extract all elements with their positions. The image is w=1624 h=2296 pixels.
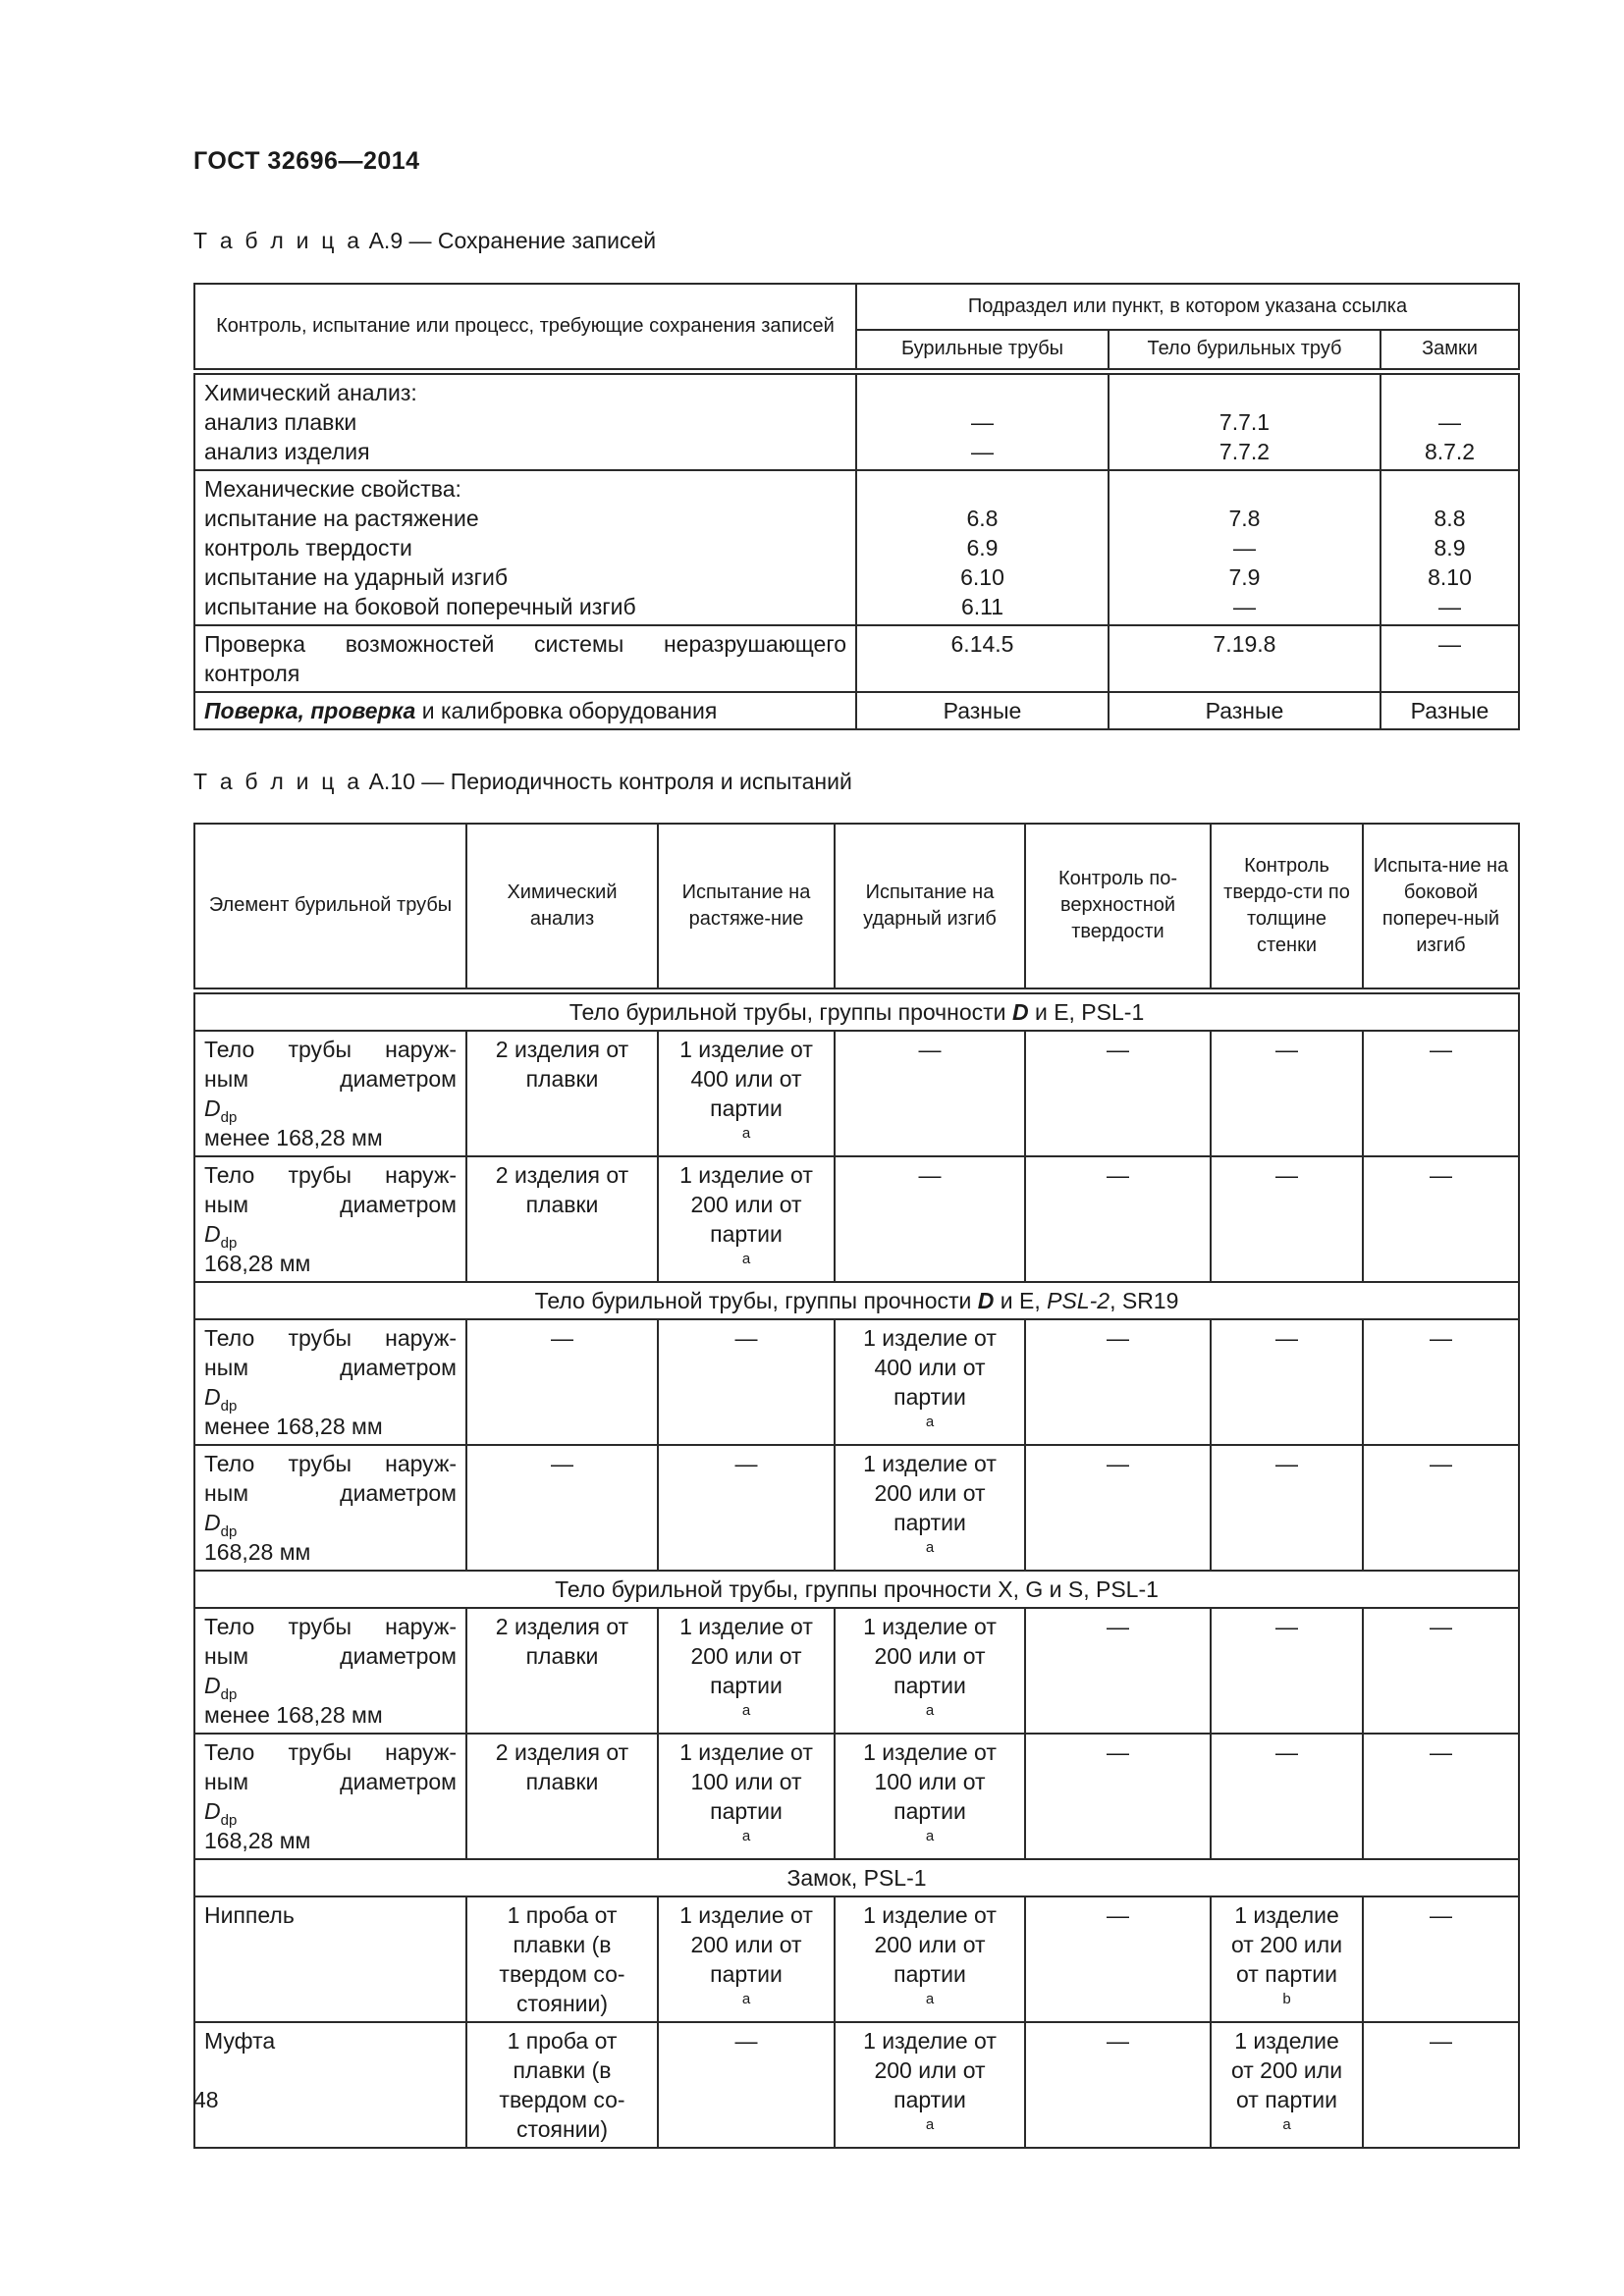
col-header-surface-hardness: Контроль по-верхностной твердости	[1025, 824, 1211, 990]
table-row	[194, 470, 1519, 625]
group-title: Тело бурильной трубы, группы прочности D и Е, PSL-2, SR19	[194, 1282, 1519, 1319]
table-row: Тело трубы наруж- ным диаметром $D_{dp}$ 168,28 мм 2 изделия от плавки 1 изделие от 100 или от партии $^a$ 1 изделие от 100 или от партии $^a$ — — —	[194, 1734, 1519, 1859]
row-label: испытание на боковой поперечный изгиб	[204, 593, 636, 619]
element-cell: Тело трубы наруж- ным диаметром $D_{dp}$ менее 168,28 мм	[194, 1031, 466, 1156]
cell-value: Разные	[1109, 692, 1380, 729]
cell-value: 8.9	[1434, 534, 1466, 561]
table-a9	[193, 283, 1520, 730]
group-row	[194, 1571, 1519, 1608]
element-cell: Тело трубы наруж- ным диаметром $D_{dp}$ менее 168,28 мм	[194, 1319, 466, 1445]
cell-value: 8.7.2	[1424, 438, 1476, 464]
cell-value: —	[1380, 625, 1519, 692]
cell-value: —	[1438, 408, 1462, 435]
cell-value: 6.14.5	[856, 625, 1109, 692]
table-row	[194, 625, 1519, 692]
row-label: контроль твердости	[204, 534, 412, 561]
col-header-pipe-body: Тело бурильных труб	[1109, 330, 1380, 371]
table-row: Тело трубы наруж- ным диаметром $D_{dp}$ менее 168,28 мм 2 изделия от плавки 1 изделие от 200 или от партии $^a$ 1 изделие от 200 или от партии $^a$ — — —	[194, 1608, 1519, 1734]
row-label: Химический анализ:	[204, 379, 417, 405]
element-cell: Тело трубы наруж- ным диаметром $D_{dp}$ 168,28 мм	[194, 1445, 466, 1571]
cell-value: 6.8	[966, 505, 999, 531]
table-row	[194, 371, 1519, 470]
cell-value: 7.7.2	[1218, 438, 1271, 464]
group-title: Тело бурильной трубы, группы прочности D и Е, PSL-1	[194, 990, 1519, 1031]
col-header-side-bend: Испыта-ние на боковой попереч-ный изгиб	[1363, 824, 1519, 990]
element-cell: Тело трубы наруж- ным диаметром $D_{dp}$ менее 168,28 мм	[194, 1608, 466, 1734]
table-a9-caption	[193, 228, 656, 254]
cell-value: —	[1233, 593, 1256, 619]
col-header-element: Элемент бурильной трубы	[194, 824, 466, 990]
cell-value: 6.9	[966, 534, 999, 561]
table-a10	[193, 823, 1520, 2149]
group-title: Замок, PSL-1	[194, 1859, 1519, 1896]
table-row	[194, 692, 1519, 729]
cell-value: 7.8	[1228, 505, 1261, 531]
table-a10-caption	[193, 769, 852, 795]
col-header-drill-pipes: Бурильные трубы	[856, 330, 1109, 371]
caption-prefix: Т а б л и ц а	[193, 769, 363, 794]
table-row: Муфта 1 проба от плавки (в твердом со- стоянии) — 1 изделие от 200 или от партии $^a$ — 1 изделие от 200 или от партии $^a$ —	[194, 2022, 1519, 2148]
cell-value: —	[971, 408, 994, 435]
page-number: 48	[193, 2087, 219, 2112]
row-label: Поверка, проверка и калибровка оборудования	[194, 692, 856, 729]
cell-value: —	[1233, 534, 1256, 561]
caption-prefix: Т а б л и ц а	[193, 228, 363, 253]
col-header-impact: Испытание на ударный изгиб	[835, 824, 1025, 990]
group-title: Тело бурильной трубы, группы прочности X, G и S, PSL-1	[194, 1571, 1519, 1608]
row-label: испытание на растяжение	[204, 505, 479, 531]
cell-value: Разные	[1380, 692, 1519, 729]
row-label: Механические свойства:	[204, 475, 461, 502]
col-header-control: Контроль, испытание или процесс, требующие сохранения записей	[194, 284, 856, 371]
document-id: ГОСТ 32696—2014	[193, 147, 420, 175]
cell-value: 6.10	[960, 563, 1004, 590]
group-row	[194, 1282, 1519, 1319]
cell-value: 6.11	[960, 593, 1004, 619]
group-row	[194, 1859, 1519, 1896]
table-row: Тело трубы наруж- ным диаметром $D_{dp}$ менее 168,28 мм — — 1 изделие от 400 или от партии $^a$ — — —	[194, 1319, 1519, 1445]
table-row: Ниппель 1 проба от плавки (в твердом со- стоянии) 1 изделие от 200 или от партии $^a$ 1 изделие от 200 или от партии $^a$ — 1 изделие от 200 или от партии $^b$ —	[194, 1896, 1519, 2022]
element-cell: Ниппель	[194, 1896, 466, 2022]
table-row: Тело трубы наруж- ным диаметром $D_{dp}$ 168,28 мм 2 изделия от плавки 1 изделие от 200 или от партии $^a$ — — — —	[194, 1156, 1519, 1282]
cell-value: Разные	[856, 692, 1109, 729]
cell-value: —	[971, 438, 994, 464]
cell-value: 7.9	[1228, 563, 1261, 590]
table-row: Тело трубы наруж- ным диаметром $D_{dp}$ 168,28 мм — — 1 изделие от 200 или от партии $^a$ — — —	[194, 1445, 1519, 1571]
col-header-tool-joints: Замки	[1380, 330, 1519, 371]
row-label: испытание на ударный изгиб	[204, 563, 509, 590]
group-row	[194, 990, 1519, 1031]
col-header-reference-group: Подраздел или пункт, в котором указана ссылка	[856, 284, 1519, 330]
cell-value: 7.7.1	[1218, 408, 1271, 435]
cell-value: 8.10	[1428, 563, 1472, 590]
row-label: Проверка возможностей системы неразрушающего контроля	[194, 625, 856, 692]
element-cell: Муфта	[194, 2022, 466, 2148]
element-cell: Тело трубы наруж- ным диаметром $D_{dp}$ 168,28 мм	[194, 1734, 466, 1859]
col-header-tensile: Испытание на растяже-ние	[658, 824, 835, 990]
caption-title: А.10 — Периодичность контроля и испытаний	[368, 769, 852, 794]
col-header-wall-hardness: Контроль твердо-сти по толщине стенки	[1211, 824, 1363, 990]
caption-title: А.9 — Сохранение записей	[368, 228, 657, 253]
row-label: анализ плавки	[204, 408, 357, 435]
cell-value: 8.8	[1434, 505, 1466, 531]
row-label: анализ изделия	[204, 438, 370, 464]
table-row: Тело трубы наруж- ным диаметром $D_{dp}$ менее 168,28 мм 2 изделия от плавки 1 изделие от 400 или от партии $^a$ — — — —	[194, 1031, 1519, 1156]
cell-value: —	[1438, 593, 1462, 619]
cell-value: 7.19.8	[1109, 625, 1380, 692]
element-cell: Тело трубы наруж- ным диаметром $D_{dp}$ 168,28 мм	[194, 1156, 466, 1282]
col-header-chemical: Химический анализ	[466, 824, 658, 990]
